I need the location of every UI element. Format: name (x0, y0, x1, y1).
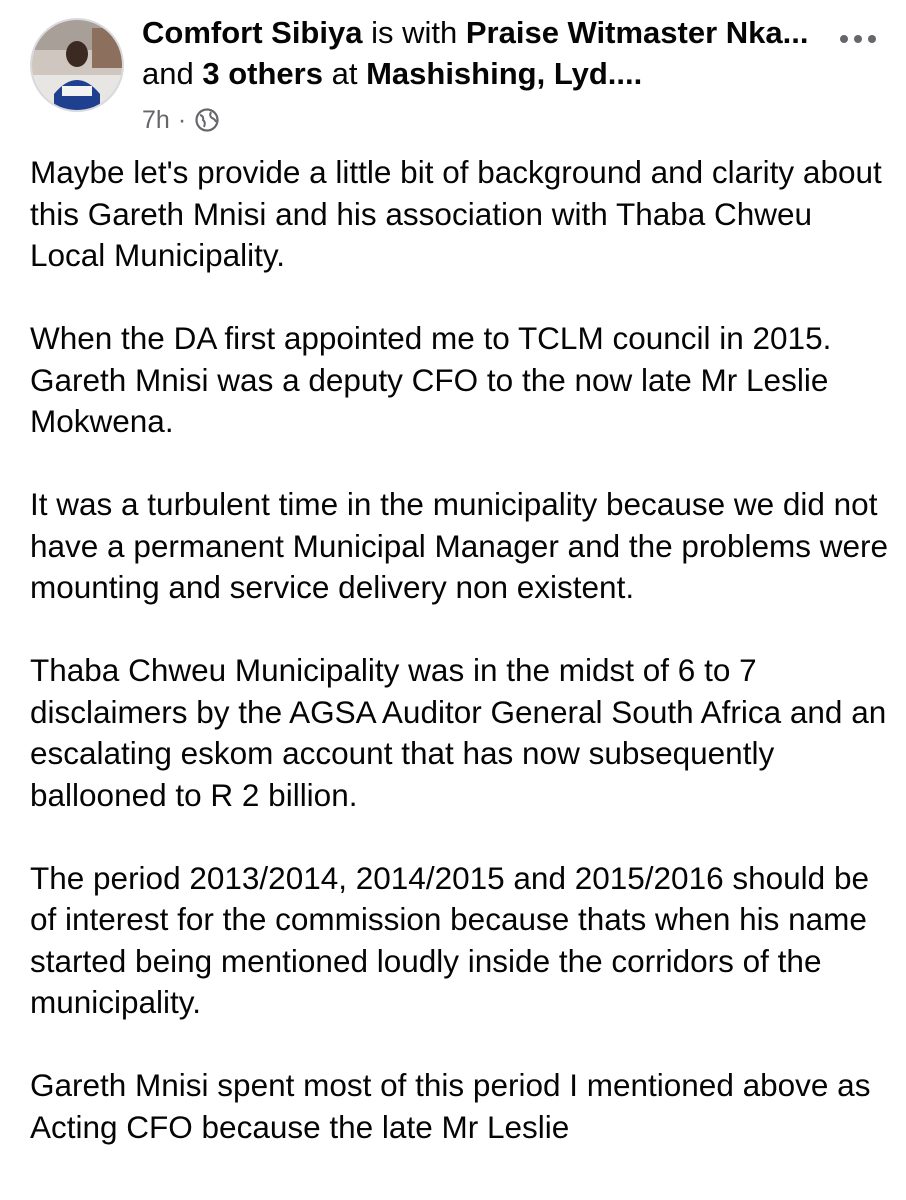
and-text: and (142, 56, 194, 91)
tagged-others[interactable]: 3 others (202, 56, 323, 91)
post-body (30, 152, 890, 1190)
author-name[interactable]: Comfort Sibiya (142, 15, 363, 50)
post-paragraph: It was a turbulent time in the municipality because we did not have a permanent Municipal Manager and the problems were mounting and service delivery non existent. (30, 486, 888, 605)
post-time[interactable]: 7h (142, 105, 170, 134)
post-paragraph: When the DA first appointed me to TCLM council in 2015. Gareth Mnisi was a deputy CFO to the now late Mr Leslie Mokwena. (30, 320, 832, 439)
globe-icon[interactable] (194, 107, 220, 133)
post-paragraph: Gareth Mnisi spent most of this period I mentioned above as Acting CFO because the late Mr Leslie (30, 1067, 871, 1145)
avatar-photo (32, 20, 122, 110)
author-avatar[interactable] (30, 18, 124, 112)
at-text: at (331, 56, 358, 91)
more-dot (868, 35, 876, 43)
post-paragraph: The period 2013/2014, 2014/2015 and 2015/2016 should be of interest for the commission because thats when his name started being mentioned loudly inside the corridors of the municipality. (30, 859, 869, 1020)
more-dot (854, 35, 862, 43)
more-dot (840, 35, 848, 43)
location-link[interactable]: Mashishing, Lyd.... (366, 56, 643, 91)
meta-separator: · (177, 105, 187, 134)
author-line (142, 12, 822, 94)
more-options-icon[interactable] (832, 24, 884, 54)
post-paragraph: Thaba Chweu Municipality was in the midst of 6 to 7 disclaimers by the AGSA Auditor General South Africa and an escalating eskom account that has now subsequently ballooned to R 2 billion. (30, 652, 887, 813)
post-paragraph: Maybe let's provide a little bit of background and clarity about this Gareth Mnisi and his association with Thaba Chweu Local Municipality. (30, 154, 882, 273)
post-meta (142, 102, 220, 138)
tagged-person[interactable]: Praise Witmaster Nka... (465, 15, 809, 50)
post-header (0, 0, 906, 140)
with-text: is with (371, 15, 458, 50)
